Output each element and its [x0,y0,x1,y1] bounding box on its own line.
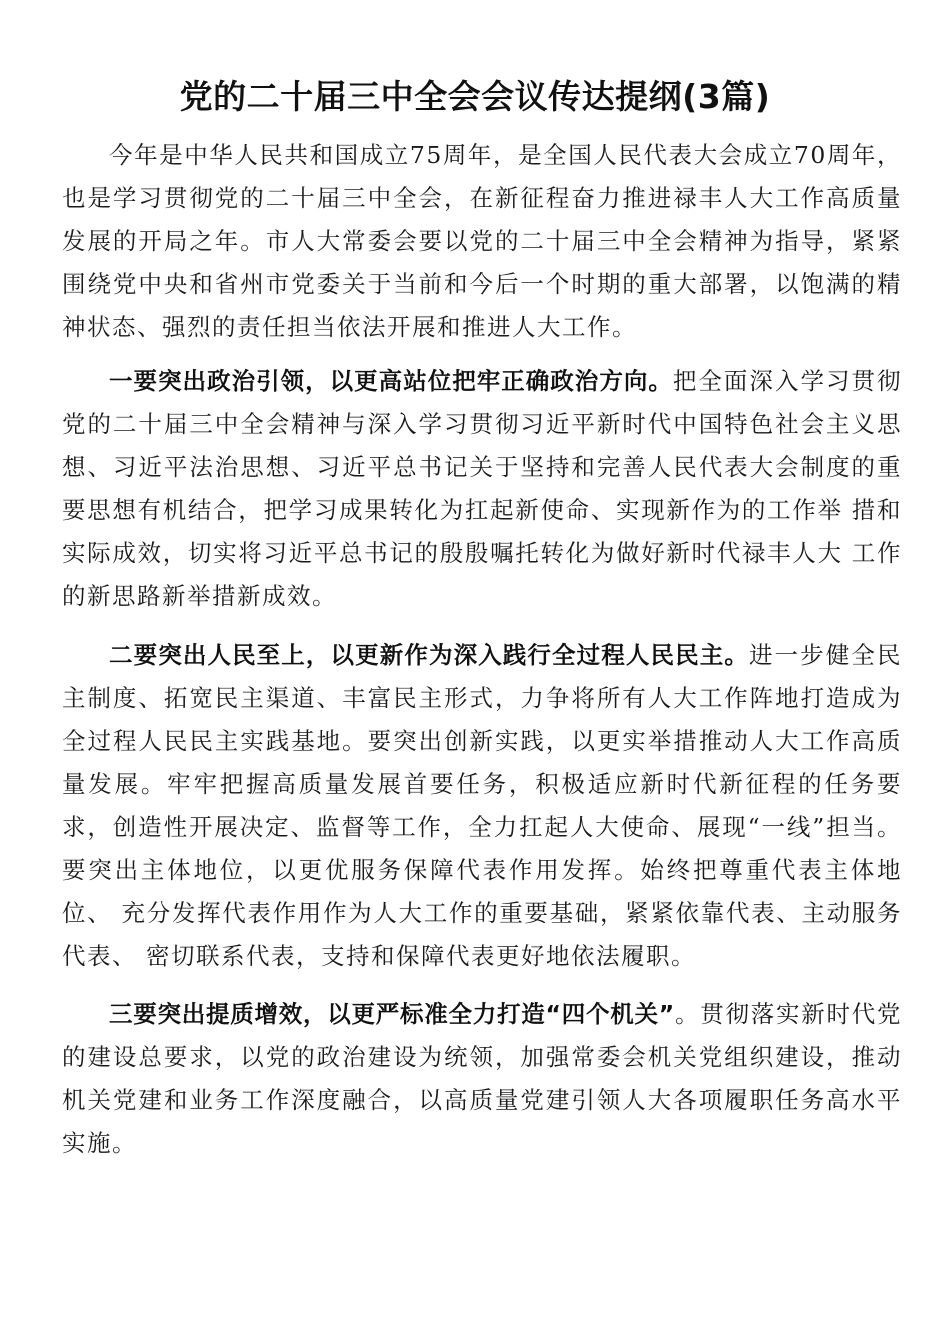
section-two-heading: 二要突出人民至上，以更新作为深入践行全过程人民民主。 [109,641,749,669]
document-title: 党的二十届三中全会会议传达提纲(3篇) [179,77,771,116]
section-two-body: 进一步健全民主制度、拓宽民主渠道、丰富民主形式，力争将所有人大工作阵地打造成为全过程人民民主实践基地。要突出创新实践，以更实举措推动人大工作高质量发展。牢牢把握高质量发展首要任务，积极适应新时代新征程的任务要求，创造性开展决定、监督等工作，全力扛起人大使命、展现“一线”担当。 要突出主体地位，以更优服务保障代表作用发挥。始终把尊重代表主体地位、 充分发挥代表作用作为人大工作的重要基础，紧紧依靠代表、主动服务代表、 密切联系代表，支持和保障代表更好地依法履职。 [62,641,903,970]
section-three-heading: 三要突出提质增效，以更严标准全力打造“四个机关” [109,1000,675,1028]
section-one-heading: 一要突出政治引领，以更高站位把牢正确政治方向。 [109,367,673,395]
section-one-body: 把全面深入学习贯彻党的二十届三中全会精神与深入学习贯彻习近平新时代中国特色社会主义思想、习近平法治思想、习近平总书记关于坚持和完善人民代表大会制度的重要思想有机结合，把学习成果转化为扛起新使命、实现新作为的工作举 措和实际成效，切实将习近平总书记的殷殷嘱托转化为做好新时代禄丰人大 工作的新思路新举措新成效。 [62,367,903,610]
section-one-paragraph [62,360,902,618]
section-three-paragraph [62,993,902,1165]
section-three-body: 。贯彻落实新时代党的建设总要求，以党的政治建设为统领，加强常委会机关党组织建设，推动机关党建和业务工作深度融合，以高质量党建引领人大各项履职任务高水平实施。 [62,1000,902,1157]
intro-paragraph: 今年是中华人民共和国成立75周年，是全国人民代表大会成立70周年， 也是学习贯彻党的二十届三中全会，在新征程奋力推进禄丰人大工作高质量 发展的开局之年。市人大常委会要以党的二十届三中全会精神为指导，紧紧 围绕党中央和省州市党委关于当前和今后一个时期的重大部署，以饱满的精 神状态、强烈的责任担当依法开展和推进人大工作。 [62,141,902,341]
section-two-paragraph [62,634,902,978]
